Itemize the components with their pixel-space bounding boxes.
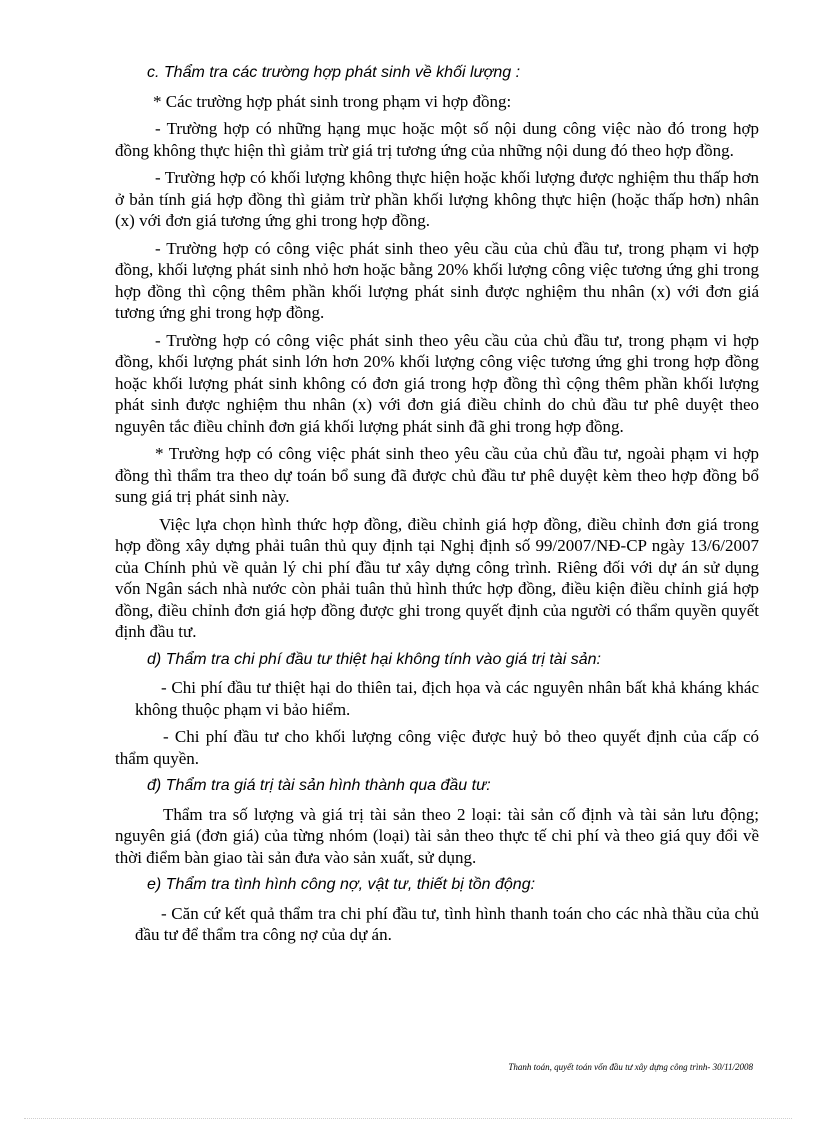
section-d-heading: d) Thẩm tra chi phí đầu tư thiệt hại không tính vào giá trị tài sản: (147, 650, 601, 668)
section-c-subheading: * Các trường hợp phát sinh trong phạm vi hợp đồng: (153, 91, 512, 111)
paragraph: - Chi phí đầu tư cho khối lượng công việc được huỷ bỏ theo quyết định của cấp có thẩm quyền. (115, 727, 759, 768)
page-footer: Thanh toán, quyết toán vốn đầu tư xây dựng công trình- 30/11/2008 (508, 1062, 753, 1072)
paragraph: - Trường hợp có những hạng mục hoặc một số nội dung công việc nào đó trong hợp đồng không thực hiện thì giảm trừ giá trị tương ứng của những nội dung đó theo hợp đồng. (115, 119, 759, 160)
paragraph: - Trường hợp có công việc phát sinh theo yêu cầu của chủ đầu tư, trong phạm vi hợp đồng, khối lượng phát sinh nhỏ hơn hoặc bằng 20% khối lượng công việc tương ứng ghi trong hợp đồng thì cộng thêm phần khối lượng phát sinh được nghiệm thu nhân (x) với đơn giá tương ứng ghi trong hợp đồng. (115, 238, 759, 322)
section-dd-heading: đ) Thẩm tra giá trị tài sản hình thành qua đầu tư: (147, 777, 491, 794)
paragraph: Thẩm tra số lượng và giá trị tài sản theo 2 loại: tài sản cố định và tài sản lưu động; nguyên giá (đơn giá) của từng nhóm (loại) tài sản theo thực tế chi phí và theo giá quy đổi về thời điểm bàn giao tài sản đưa vào sản xuất, sử dụng. (115, 804, 759, 867)
paragraph: - Trường hợp có khối lượng không thực hiện hoặc khối lượng được nghiệm thu thấp hơn ở bản tính giá hợp đồng thì giảm trừ phần khối lượng không thực hiện (hoặc thấp hơn) nhân (x) với đơn giá tương ứng ghi trong hợp đồng. (115, 168, 759, 230)
page-bottom-border (24, 1118, 792, 1119)
section-c-heading: c. Thẩm tra các trường hợp phát sinh về khối lượng : (147, 64, 521, 81)
document-body (115, 62, 759, 952)
section-e-heading: e) Thẩm tra tình hình công nợ, vật tư, thiết bị tồn động: (147, 876, 536, 893)
paragraph: - Chi phí đầu tư thiệt hại do thiên tai, địch họa và các nguyên nhân bất khả kháng khác không thuộc phạm vi bảo hiểm. (135, 678, 759, 719)
paragraph: * Trường hợp có công việc phát sinh theo yêu cầu của chủ đầu tư, ngoài phạm vi hợp đồng thì thẩm tra theo dự toán bổ sung đã được chủ đầu tư phê duyệt kèm theo hợp đồng bổ sung giá trị phát sinh này. (115, 444, 759, 506)
paragraph: - Căn cứ kết quả thẩm tra chi phí đầu tư, tình hình thanh toán cho các nhà thầu của chủ đầu tư để thẩm tra công nợ của dự án. (135, 903, 759, 944)
paragraph: - Trường hợp có công việc phát sinh theo yêu cầu của chủ đầu tư, trong phạm vi hợp đồng, khối lượng phát sinh lớn hơn 20% khối lượng công việc tương ứng ghi trong hợp đồng hoặc khối lượng phát sinh không có đơn giá trong hợp đồng thì cộng thêm phần khối lượng phát sinh được nghiệm thu nhân (x) với đơn giá điều chỉnh do chủ đầu tư phê duyệt theo nguyên tắc điều chỉnh đơn giá khối lượng phát sinh đã ghi trong hợp đồng. (115, 330, 759, 436)
paragraph: Việc lựa chọn hình thức hợp đồng, điều chỉnh giá hợp đồng, điều chỉnh đơn giá trong hợp đồng xây dựng phải tuân thủ quy định tại Nghị định số 99/2007/NĐ-CP ngày 13/6/2007 của Chính phủ về quản lý chi phí đầu tư xây dựng công trình. Riêng đối với dự án sử dụng vốn Ngân sách nhà nước còn phải tuân thủ hình thức hợp đồng, điều kiện điều chỉnh giá hợp đồng, điều chỉnh đơn giá hợp đồng được ghi trong quyết định của người có thẩm quyền quyết định đầu tư. (115, 514, 759, 641)
